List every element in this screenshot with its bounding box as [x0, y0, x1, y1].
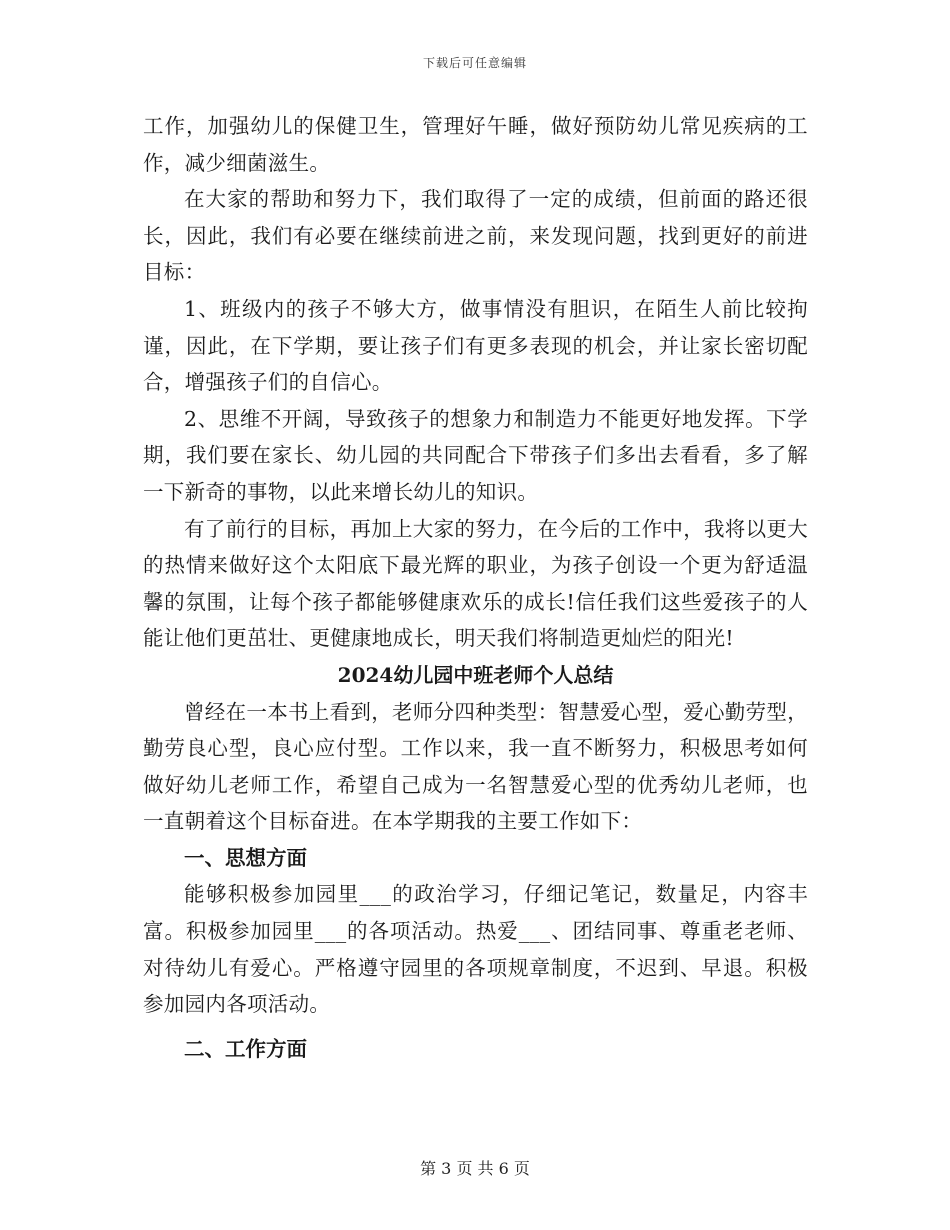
paragraph-achievements: 在大家的帮助和努力下，我们取得了一定的成绩，但前面的路还很长，因此，我们有必要在继续前进之前，来发现问题，找到更好的前进目标：: [143, 187, 808, 285]
page-header: 下载后可任意编辑: [422, 56, 527, 70]
paragraph-goal-2: 2、思维不开阔，导致孩子的想象力和制造力不能更好地发挥。下学期，我们要在家长、幼儿园的共同配合下带孩子们多出去看看，多了解一下新奇的事物，以此来增长幼儿的知识。: [143, 406, 808, 504]
paragraph-thought: 能够积极参加园里___的政治学习，仔细记笔记，数量足，内容丰富。积极参加园里___的各项活动。热爱___、团结同事、尊重老老师、对待幼儿有爱心。严格遵守园里的各项规章制度，不迟到、早退。积极参加园内各项活动。: [143, 882, 808, 1017]
paragraph-goal-1: 1、班级内的孩子不够大方，做事情没有胆识，在陌生人前比较拘谨，因此，在下学期，要让孩子们有更多表现的机会，并让家长密切配合，增强孩子们的自信心。: [143, 296, 808, 395]
paragraph-closing: 有了前行的目标，再加上大家的努力，在今后的工作中，我将以更大的热情来做好这个太阳底下最光辉的职业，为孩子创设一个更为舒适温馨的氛围，让每个孩子都能够健康欢乐的成长!信任我们这些爱孩子的人能让他们更茁壮、更健康地成长，明天我们将制造更灿烂的阳光!: [143, 516, 808, 651]
paragraph-intro: 曾经在一本书上看到，老师分四种类型：智慧爱心型，爱心勤劳型，勤劳良心型，良心应付型。工作以来，我一直不断努力，积极思考如何做好幼儿老师工作，希望自己成为一名智慧爱心型的优秀幼儿老师，也一直朝着这个目标奋进。在本学期我的主要工作如下：: [143, 699, 808, 834]
paragraph-continuation: 工作，加强幼儿的保健卫生，管理好午睡，做好预防幼儿常见疾病的工作，减少细菌滋生。: [143, 114, 808, 175]
section-title: 2024幼儿园中班老师个人总结: [337, 662, 614, 687]
heading-work: 二、工作方面: [184, 1036, 307, 1061]
spacer: [143, 1023, 808, 1031]
heading-thought: 一、思想方面: [184, 845, 307, 870]
page-footer: 第 3 页 共 6 页: [420, 1159, 530, 1178]
document-body: [143, 108, 808, 1067]
